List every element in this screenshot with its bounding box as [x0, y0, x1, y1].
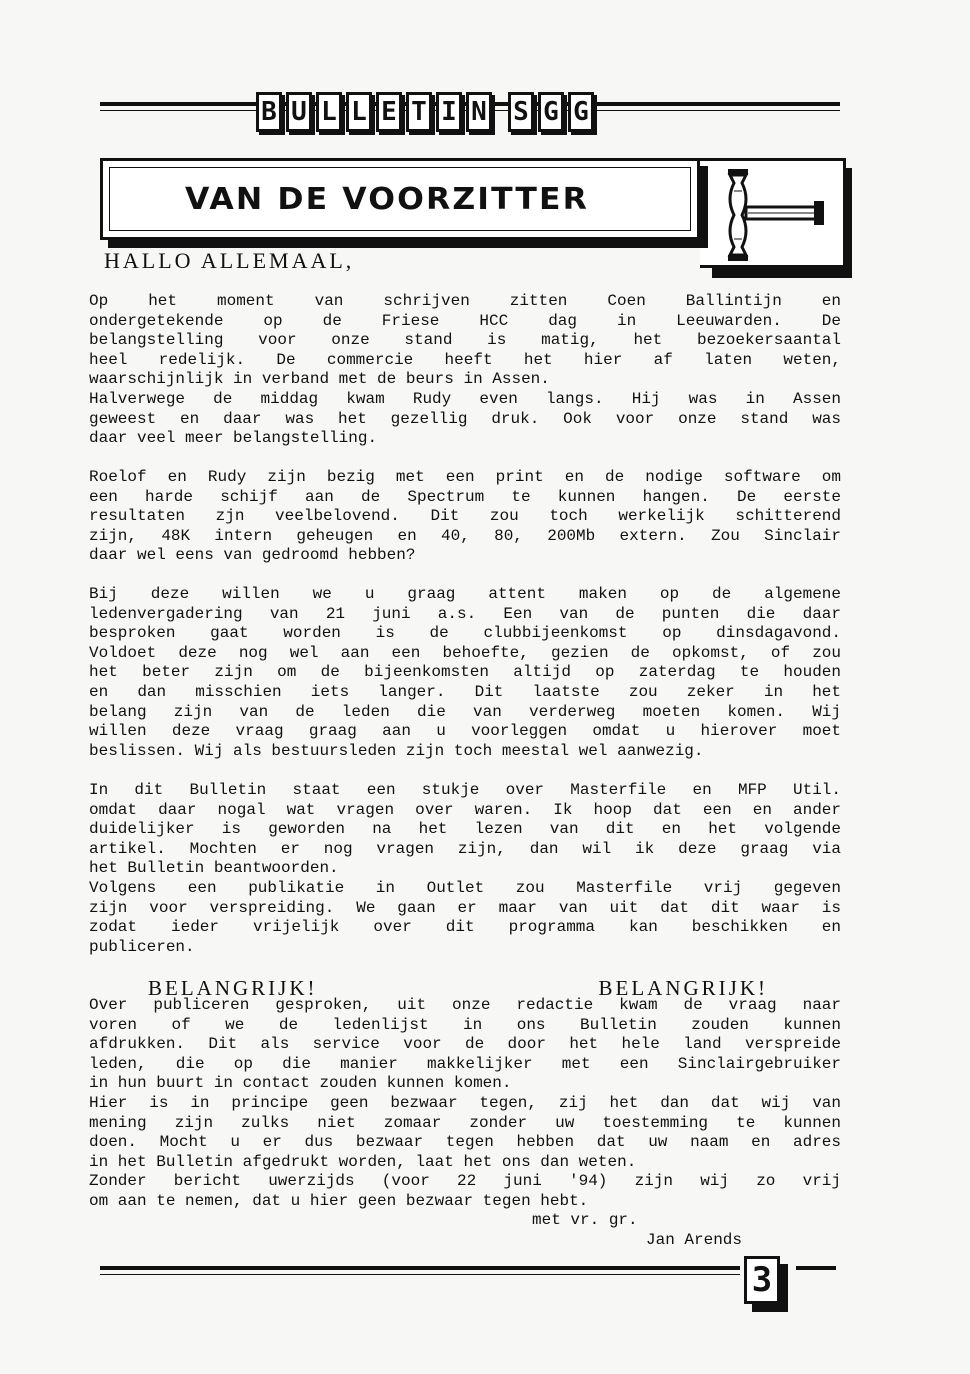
text-line: Zonder bericht uwerzijds (voor 22 juni '94) zijn wij zo vrij	[89, 1172, 841, 1191]
greeting-heading: HALLO ALLEMAAL,	[104, 248, 355, 273]
masthead-letter: N	[466, 92, 492, 132]
text-line: Halverwege de middag kwam Rudy even langs. Hij was in Assen	[89, 389, 841, 408]
footer-rule-right	[796, 1266, 836, 1270]
masthead-letter: B	[256, 92, 282, 132]
text-line: afdrukken. Dit als service voor de door het hele land verspreide	[89, 1035, 841, 1054]
text-line: publiceren.	[89, 937, 195, 956]
masthead-letter: G	[538, 92, 564, 132]
masthead-letter: G	[568, 92, 594, 132]
text-line: Roelof en Rudy zijn bezig met een print en de nodige software om	[89, 468, 841, 486]
footer-rule-thin	[100, 1274, 740, 1275]
text-line: om aan te nemen, dat u hier geen bezwaar tegen hebt.	[89, 1191, 589, 1210]
paragraph-5	[89, 996, 841, 1212]
text-line: mening zijn zulks niet zomaar zonder uw toestemming te kunnen	[89, 1113, 841, 1132]
text-line: besproken gaat worden is de clubbijeenkomst op dinsdagavond.	[89, 624, 841, 643]
page-number: 3	[744, 1256, 780, 1304]
masthead	[256, 92, 594, 132]
masthead-letter: S	[508, 92, 534, 132]
text-line: Volgens een publikatie in Outlet zou Masterfile vrij gegeven	[89, 878, 841, 897]
closing-greeting: met vr. gr.	[532, 1211, 638, 1229]
text-line: geweest en daar was het gezellig druk. Ook voor onze stand was	[89, 409, 841, 428]
text-line: zijn, 48K intern geheugen en 40, 80, 200Mb extern. Zou Sinclair	[89, 526, 841, 545]
paragraph-4	[89, 781, 841, 957]
text-line: heel redelijk. De commercie heeft het hier af laten weten,	[89, 350, 841, 369]
text-line: Hier is in principe geen bezwaar tegen, zij het dan dat wij van	[89, 1093, 841, 1112]
text-line: Bij deze willen we u graag attent maken op de algemene	[89, 585, 841, 603]
text-line: een harde schijf aan de Spectrum te kunnen hangen. De eerste	[89, 487, 841, 506]
gavel-icon	[700, 161, 840, 265]
footer-rule	[100, 1266, 740, 1270]
text-line: en dan misschien iets langer. Dit laatste zou zeker in het	[89, 682, 841, 701]
text-line: duidelijker is geworden na het lezen van dit en het volgende	[89, 820, 841, 839]
paragraph-3	[89, 585, 841, 761]
masthead-letter: L	[346, 92, 372, 132]
masthead-letter: E	[376, 92, 402, 132]
text-line: belang zijn van de leden die van verderweg moeten komen. Wij	[89, 702, 841, 721]
text-line: Over publiceren gesproken, uit onze redactie kwam de vraag naar	[89, 996, 841, 1014]
text-line: ledenvergadering van 21 juni a.s. Een van de punten die daar	[89, 604, 841, 623]
text-line: daar wel eens van gedroomd hebben?	[89, 546, 416, 565]
text-line: zijn voor verspreiding. We gaan er maar van uit dat dit waar is	[89, 898, 841, 917]
text-line: voren of we de ledenlijst in ons Bulletin zouden kunnen	[89, 1015, 841, 1034]
paragraph-1	[89, 292, 841, 449]
text-line: omdat daar nogal wat vragen over waren. Ik hoop dat een en ander	[89, 800, 841, 819]
text-line: Op het moment van schrijven zitten Coen Ballintijn en	[89, 292, 841, 310]
text-line: Voldoet deze nog wel aan een behoefte, gezien de opkomst, of zou	[89, 643, 841, 662]
text-line: In dit Bulletin staat een stukje over Masterfile en MFP Util.	[89, 781, 841, 799]
text-line: ondergetekende op de Friese HCC dag in Leeuwarden. De	[89, 311, 841, 330]
text-line: het beter zijn om de bijeenkomsten altijd op zaterdag te houden	[89, 663, 841, 682]
text-line: resultaten zjn veelbelovend. Dit zou toch werkelijk schitterend	[89, 507, 841, 526]
text-line: leden, die op die manier makkelijker met een Sinclairgebruiker	[89, 1054, 841, 1073]
text-line: willen deze vraag graag aan u voorleggen omdat u hierover moet	[89, 722, 841, 741]
text-line: artikel. Mochten er nog vragen zijn, dan wil ik deze graag via	[89, 839, 841, 858]
closing	[532, 1211, 742, 1250]
important-label: BELANGRIJK!	[598, 976, 768, 1000]
masthead-letter: T	[406, 92, 432, 132]
important-label: BELANGRIJK!	[148, 976, 318, 1000]
text-line: daar veel meer belangstelling.	[89, 429, 378, 448]
text-line: doen. Mocht u er dus bezwaar tegen hebben dat uw naam en adres	[89, 1133, 841, 1152]
section-banner	[100, 158, 700, 240]
text-line: zodat ieder vrijelijk over dit programma kan beschikken en	[89, 918, 841, 937]
text-line: in het Bulletin afgedrukt worden, laat het ons dan weten.	[89, 1152, 637, 1171]
text-line: het Bulletin beantwoorden.	[89, 859, 339, 878]
masthead-letter: I	[436, 92, 462, 132]
masthead-letter: L	[316, 92, 342, 132]
section-title: VAN DE VOORZITTER	[185, 181, 589, 217]
text-line: beslissen. Wij als bestuursleden zijn toch meestal wel aanwezig.	[89, 741, 704, 760]
signature-name: Jan Arends	[645, 1230, 742, 1249]
masthead-letter: U	[286, 92, 312, 132]
text-line: belangstelling voor onze stand is matig, het bezoekersaantal	[89, 331, 841, 350]
text-line: in hun buurt in contact zouden kunnen komen.	[89, 1074, 512, 1093]
text-line: waarschijnlijk in verband met de beurs in Assen.	[89, 370, 550, 389]
paragraph-2	[89, 468, 841, 566]
gavel-box	[700, 158, 846, 268]
